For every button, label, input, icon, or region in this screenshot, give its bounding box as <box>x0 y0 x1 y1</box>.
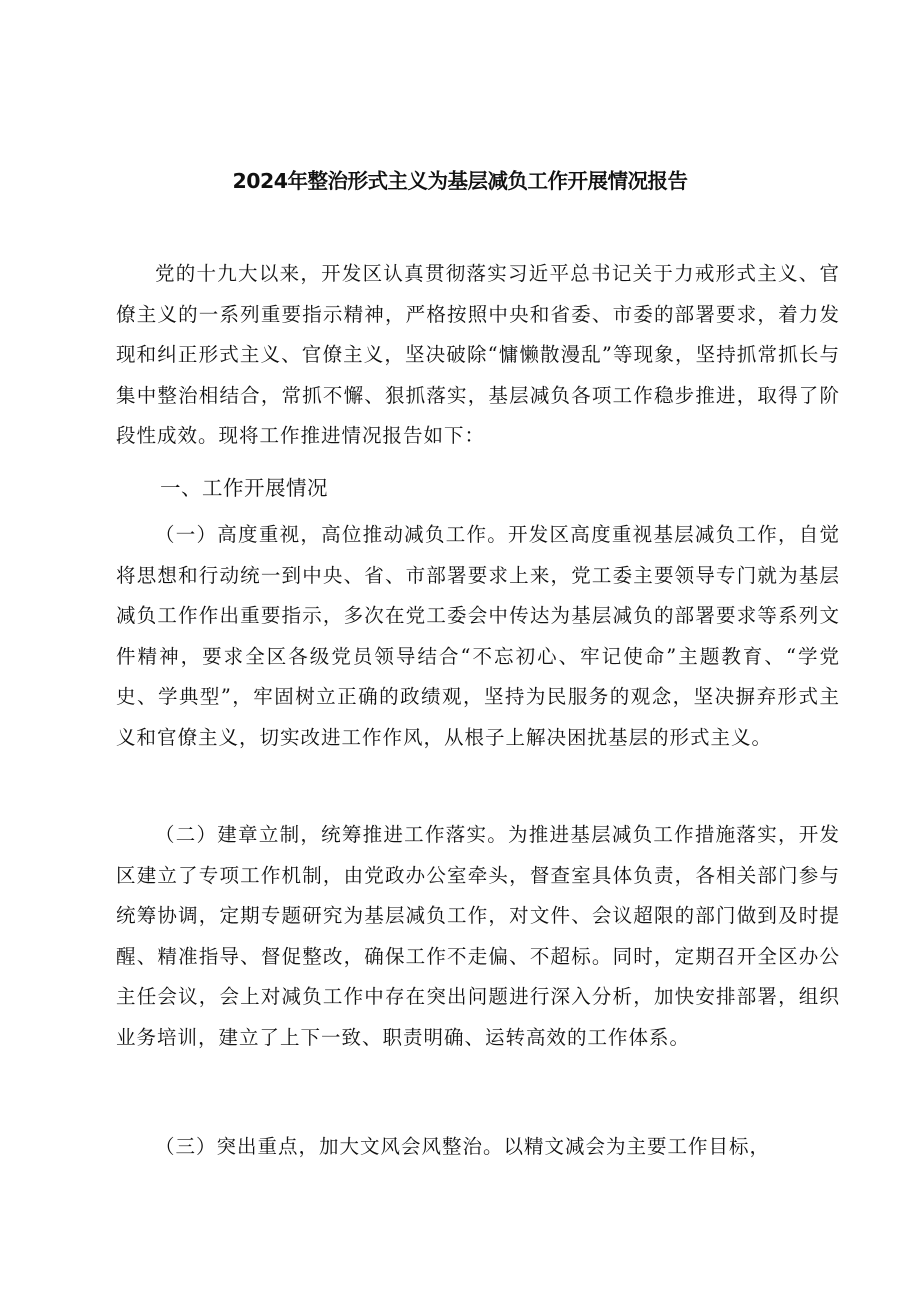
paragraph-2: （二）建章立制，统筹推进工作落实。为推进基层减负工作措施落实，开发区建立了专项工作机制，由党政办公室牵头，督查室具体负责，各相关部门参与统筹协调，定期专题研究为基层减负工作，对文件、会议超限的部门做到及时提醒、精准指导、督促整改，确保工作不走偏、不超标。同时，定期召开全区办公主任会议，会上对减负工作中存在突出问题进行深入分析，加快安排部署，组织业务培训，建立了上下一致、职责明确、运转高效的工作体系。 <box>116 823 840 1049</box>
paragraph-3: （三）突出重点，加大文风会风整治。以精文减会为主要工作目标， <box>155 1135 771 1158</box>
document-title: 2024年整治形式主义为基层减负工作开展情况报告 <box>232 169 688 193</box>
paragraph-1: （一）高度重视，高位推动减负工作。开发区高度重视基层减负工作，自觉将思想和行动统一到中央、省、市部署要求上来，党工委主要领导专门就为基层减负工作作出重要指示，多次在党工委会中传达为基层减负的部署要求等系列文件精神，要求全区各级党员领导结合“不忘初心、牢记使命”主题教育、“学党史、学典型”，牢固树立正确的政绩观，坚持为民服务的观念，坚决摒弃形式主义和官僚主义，切实改进工作作风，从根子上解决困扰基层的形式主义。 <box>116 523 840 749</box>
intro-paragraph: 党的十九大以来，开发区认真贯彻落实习近平总书记关于力戒形式主义、官僚主义的一系列重要指示精神，严格按照中央和省委、市委的部署要求，着力发现和纠正形式主义、官僚主义，坚决破除“慵懒散漫乱”等现象，坚持抓常抓长与集中整治相结合，常抓不懈、狠抓落实，基层减负各项工作稳步推进，取得了阶段性成效。现将工作推进情况报告如下： <box>116 262 840 447</box>
section-heading: 一、工作开展情况 <box>160 476 328 500</box>
